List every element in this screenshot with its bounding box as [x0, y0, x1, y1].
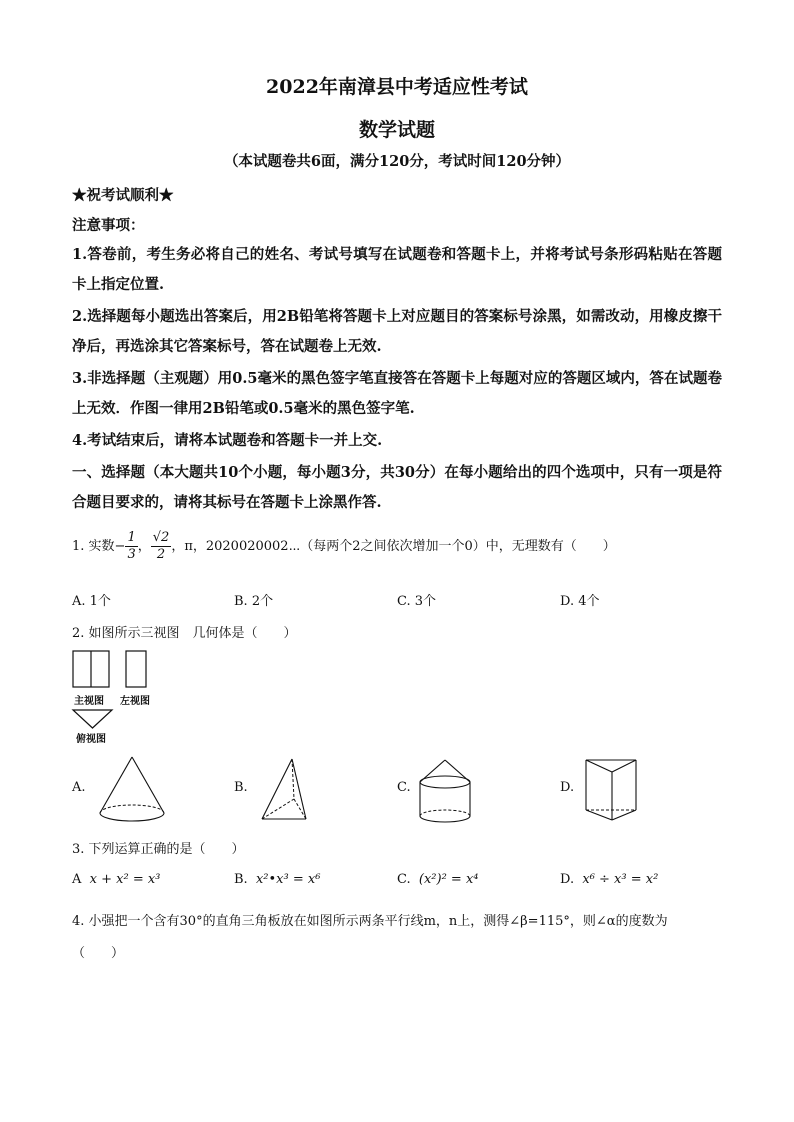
- q1-prefix: 1. 实数: [72, 539, 115, 554]
- q1-sqrt-den: 2: [156, 547, 166, 562]
- q1-option-c: C. 3个: [397, 594, 437, 609]
- option-b-pyramid: [258, 757, 318, 827]
- q2-option-d-label: D.: [560, 780, 575, 795]
- question-1: [72, 530, 732, 563]
- notice-item-2: 2.选择题每小题选出答案后，用2B铅笔将答题卡上对应题目的答案标号涂黑，如需改动，用橡皮擦干净后，再选涂其它答案标号，答在试题卷上无效.: [72, 308, 722, 355]
- q3-option-c-label: C.: [397, 872, 411, 887]
- q3-option-a-expr: x + x² = x³: [89, 872, 161, 887]
- notice-item-1: 1.答卷前，考生务必将自己的姓名、考试号填写在试题卷和答题卡上，并将考试号条形码粘贴在答题卡上指定位置.: [72, 246, 722, 293]
- q2-option-a-label: A.: [72, 780, 86, 795]
- q3-option-b-expr: x²•x³ = x⁶: [255, 872, 321, 887]
- q1-sqrt-num: √2: [152, 530, 170, 545]
- exam-title: 2022年南漳县中考适应性考试: [266, 76, 528, 98]
- q4-line-2: （ ）: [72, 946, 125, 961]
- option-c-cone-cylinder: [418, 758, 478, 830]
- top-view-triangle: [73, 710, 112, 728]
- exam-subtitle: 数学试题: [358, 119, 435, 141]
- notice-heading: 注意事项：: [72, 217, 145, 234]
- notice-item-3: 3.非选择题（主观题）用0.5毫米的黑色签字笔直接答在答题卡上每题对应的答题区域内，答在试题卷上无效．作图一律用2B铅笔或0.5毫米的黑色签字笔.: [72, 370, 722, 417]
- q1-sep: ，: [137, 539, 151, 554]
- wish-line: ★祝考试顺利★: [72, 187, 174, 204]
- q1-frac-num: 1: [127, 530, 136, 545]
- q3-option-a: [72, 872, 160, 887]
- q3-option-d-label: D.: [560, 872, 575, 887]
- q2-option-c-label: C.: [397, 780, 411, 795]
- section1-heading: 一、选择题（本大题共10个小题，每小题3分，共30分）在每小题给出的四个选项中，只有一项是符合题目要求的，请将其标号在答题卡上涂黑作答.: [72, 464, 722, 511]
- left-view-label: 左视图: [120, 696, 150, 707]
- front-view-label: 主视图: [74, 696, 104, 707]
- q1-option-a: A. 1个: [72, 594, 111, 609]
- q3-option-c: [397, 872, 479, 887]
- option-a-cone: [96, 755, 176, 830]
- q1-fraction: [125, 530, 137, 563]
- q3-option-a-label: A: [72, 872, 82, 887]
- q3-option-d-expr: x⁶ ÷ x³ = x²: [582, 872, 659, 887]
- q1-neg: −: [114, 539, 126, 554]
- left-view-outline: [126, 651, 146, 687]
- q1-frac-den: 3: [127, 547, 136, 562]
- exam-note: （本试题卷共6面，满分120分，考试时间120分钟）: [223, 153, 571, 170]
- q3-option-b: [234, 872, 320, 887]
- q3-option-c-expr: (x²)² = x⁴: [418, 872, 479, 887]
- q1-option-b: B. 2个: [234, 594, 274, 609]
- q1-sqrt-fraction: [151, 530, 172, 563]
- top-view-label: 俯视图: [76, 734, 106, 745]
- notice-item-4: 4.考试结束后，请将本试题卷和答题卡一并上交.: [72, 432, 383, 449]
- q2-stem: 2. 如图所示三视图 几何体是（ ）: [72, 626, 297, 641]
- q3-stem: 3. 下列运算正确的是（ ）: [72, 842, 245, 857]
- q2-option-b-label: B.: [234, 780, 248, 795]
- q4-line-1: 4. 小强把一个含有30°的直角三角板放在如图所示两条平行线m，n上，测得∠β=115°，则∠α的度数为: [72, 914, 668, 929]
- q1-rest: ，π，2020020002⋯（每两个2之间依次增加一个0）中，无理数有（ ）: [171, 539, 616, 554]
- q3-option-d: [560, 872, 658, 887]
- q3-option-b-label: B.: [234, 872, 248, 887]
- option-d-prism: [584, 758, 644, 828]
- q1-option-d: D. 4个: [560, 594, 600, 609]
